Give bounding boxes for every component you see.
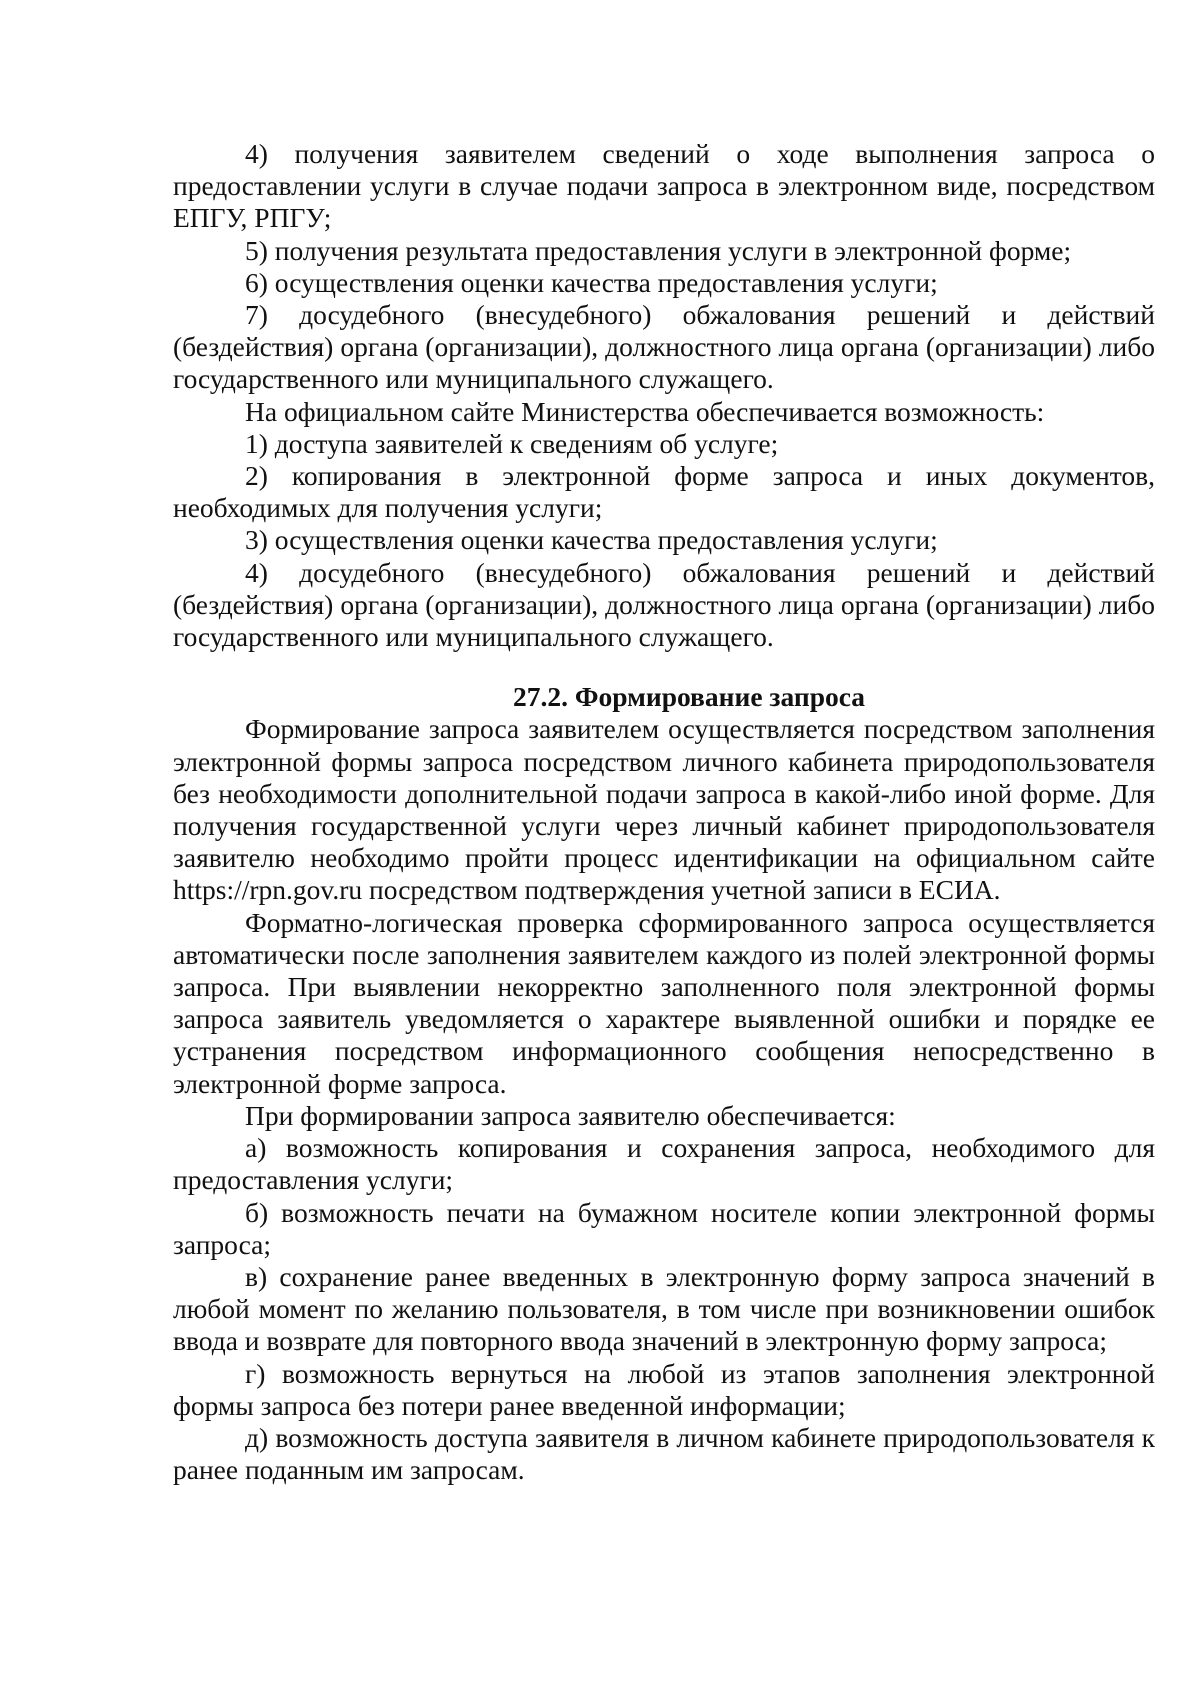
paragraph-site-item-4: 4) досудебного (внесудебного) обжалования решений и действий (бездействия) органа (организации), должностного лица органа (организации) либо государственного или муниципального служащего. bbox=[173, 556, 1155, 653]
paragraph-ministry-site-intro: На официальном сайте Министерства обеспечивается возможность: bbox=[245, 395, 1045, 427]
paragraph-option-d: д) возможность доступа заявителя в личном кабинете природопользователя к ранее поданным им запросам. bbox=[173, 1421, 1155, 1486]
paragraph-option-b: б) возможность печати на бумажном носителе копии электронной формы запроса; bbox=[173, 1196, 1155, 1260]
paragraph-item-7-appeal: 7) досудебного (внесудебного) обжалования решений и действий (бездействия) органа (организации), должностного лица органа (организации) либо государственного или муниципального служащего. bbox=[173, 299, 1155, 395]
paragraph-option-v: в) сохранение ранее введенных в электронную форму запроса значений в любой момент по желанию пользователя, в том числе при возникновении ошибок ввода и возврате для повторного ввода значений в электронную форму запроса; bbox=[173, 1260, 1155, 1357]
paragraph-item-5-result: 5) получения результата предоставления услуги в электронной форме; bbox=[245, 234, 1072, 266]
paragraph-item-4-progress: 4) получения заявителем сведений о ходе выполнения запроса о предоставлении услуги в случае подачи запроса в электронном виде, посредством ЕПГУ, РПГУ; bbox=[173, 138, 1155, 234]
paragraph-request-formation: Формирование запроса заявителем осуществляется посредством заполнения электронной формы запроса посредством личного кабинета природопользователя без необходимости дополнительной подачи запроса в какой-либо иной форме. Для получения государственной услуги через личный кабинет природопользователя заявителю необходимо пройти процесс идентификации на официальном сайте https://rpn.gov.ru посредством подтверждения учетной записи в ЕСИА. bbox=[173, 713, 1155, 906]
paragraph-provided-intro: При формировании запроса заявителю обеспечивается: bbox=[245, 1099, 896, 1131]
document-page bbox=[173, 138, 1155, 1486]
paragraph-option-a: а) возможность копирования и сохранения запроса, необходимого для предоставления услуги; bbox=[173, 1132, 1155, 1196]
paragraph-format-logic-check: Форматно-логическая проверка сформированного запроса осуществляется автоматически после заполнения заявителем каждого из полей электронной формы запроса. При выявлении некорректно заполненного поля электронной формы запроса заявитель уведомляется о характере выявленной ошибки и порядке ее устранения посредством информационного сообщения непосредственно в электронной форме запроса. bbox=[173, 906, 1155, 1099]
paragraph-site-item-1: 1) доступа заявителей к сведениям об услуге; bbox=[245, 427, 779, 459]
paragraph-site-item-2: 2) копирования в электронной форме запроса и иных документов, необходимых для получения услуги; bbox=[173, 460, 1155, 524]
paragraph-item-6-quality: 6) осуществления оценки качества предоставления услуги; bbox=[245, 266, 938, 298]
paragraph-option-g: г) возможность вернуться на любой из этапов заполнения электронной формы запроса без потери ранее введенной информации; bbox=[173, 1357, 1155, 1421]
section-heading: 27.2. Формирование запроса bbox=[513, 681, 866, 713]
paragraph-site-item-3: 3) осуществления оценки качества предоставления услуги; bbox=[245, 524, 938, 556]
